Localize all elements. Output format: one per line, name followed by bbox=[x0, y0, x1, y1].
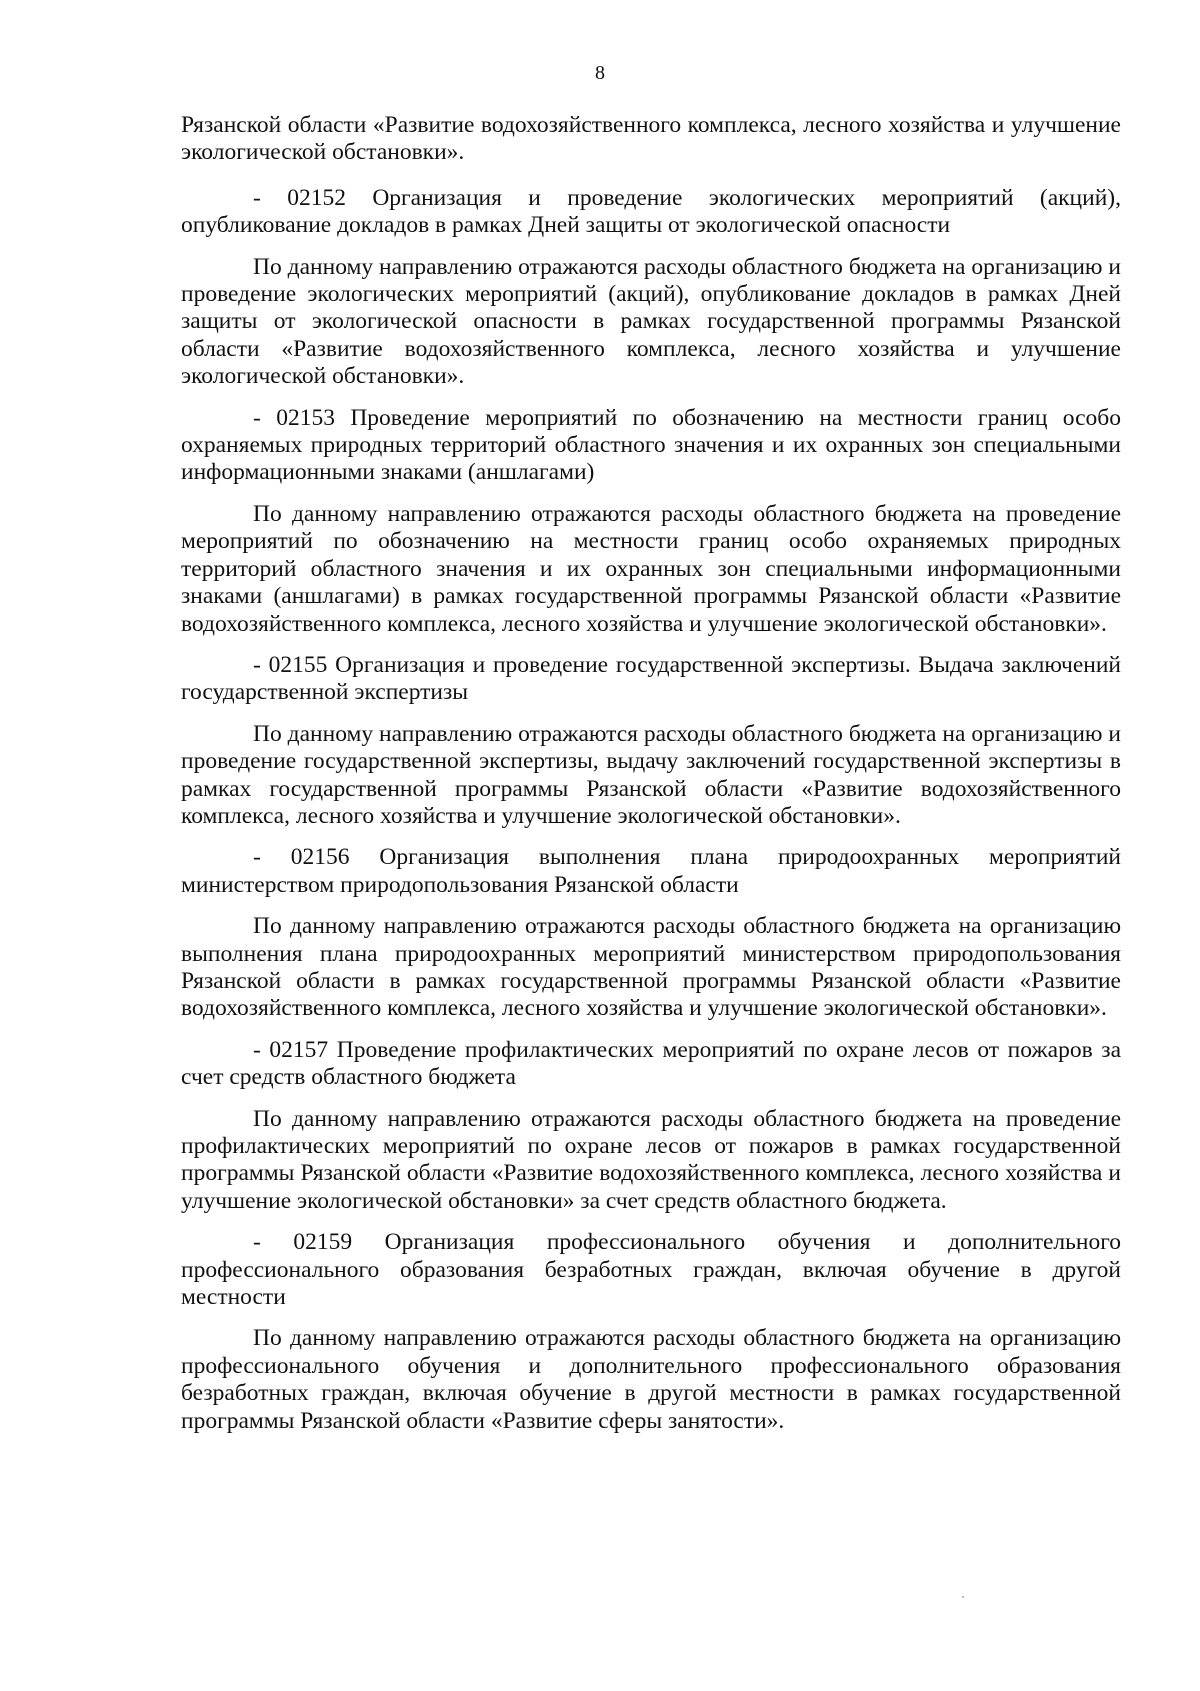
section-heading-02152: - 02152 Организация и проведение экологических мероприятий (акций), опубликование докладов в рамках Дней защиты от экологической опасности bbox=[181, 184, 1121, 239]
section-heading-02155: - 02155 Организация и проведение государственной экспертизы. Выдача заключений государственной экспертизы bbox=[181, 651, 1121, 706]
section-description-02159: По данному направлению отражаются расходы областного бюджета на организацию профессионального обучения и дополнительного профессионального образования безработных граждан, включая обучение в другой местности в рамках государственной программы Рязанской области «Развитие сферы занятости». bbox=[181, 1325, 1121, 1434]
section-heading-02157: - 02157 Проведение профилактических мероприятий по охране лесов от пожаров за счет средств областного бюджета bbox=[181, 1036, 1121, 1091]
section-description-02155: По данному направлению отражаются расходы областного бюджета на организацию и проведение государственной экспертизы, выдачу заключений государственной экспертизы в рамках государственной программы Рязанской области «Развитие водохозяйственного комплекса, лесного хозяйства и улучшение экологической обстановки». bbox=[181, 720, 1121, 829]
scan-speck bbox=[962, 1596, 964, 1598]
section-description-02156: По данному направлению отражаются расходы областного бюджета на организацию выполнения плана природоохранных мероприятий министерством природопользования Рязанской области в рамках государственной программы Рязанской области «Развитие водохозяйственного комплекса, лесного хозяйства и улучшение экологической обстановки». bbox=[181, 913, 1121, 1022]
section-description-02153: По данному направлению отражаются расходы областного бюджета на проведение мероприятий по обозначению на местности границ особо охраняемых природных территорий областного значения и их охранных зон специальными информационными знаками (аншлагами) в рамках государственной программы Рязанской области «Развитие водохозяйственного комплекса, лесного хозяйства и улучшение экологической обстановки». bbox=[181, 500, 1121, 637]
section-heading-02156: - 02156 Организация выполнения плана природоохранных мероприятий министерством природопользования Рязанской области bbox=[181, 844, 1121, 898]
section-heading-02159: - 02159 Организация профессионального обучения и дополнительного профессионального образования безработных граждан, включая обучение в другой местности bbox=[181, 1229, 1121, 1311]
paragraph-continuation: Рязанской области «Развитие водохозяйственного комплекса, лесного хозяйства и улучшение экологической обстановки». bbox=[181, 112, 1121, 166]
section-heading-02153: - 02153 Проведение мероприятий по обозначению на местности границ особо охраняемых природных территорий областного значения и их охранных зон специальными информационными знаками (аншлагами) bbox=[181, 404, 1121, 486]
section-description-02152: По данному направлению отражаются расходы областного бюджета на организацию и проведение экологических мероприятий (акций), опубликование докладов в рамках Дней защиты от экологической опасности в рамках государственной программы Рязанской области «Развитие водохозяйственного комплекса, лесного хозяйства и улучшение экологической обстановки». bbox=[181, 253, 1121, 390]
document-body bbox=[181, 112, 1121, 1449]
section-description-02157: По данному направлению отражаются расходы областного бюджета на проведение профилактических мероприятий по охране лесов от пожаров в рамках государственной программы Рязанской области «Развитие водохозяйственного комплекса, лесного хозяйства и улучшение экологической обстановки» за счет средств областного бюджета. bbox=[181, 1105, 1121, 1214]
page-number: 8 bbox=[595, 62, 605, 84]
